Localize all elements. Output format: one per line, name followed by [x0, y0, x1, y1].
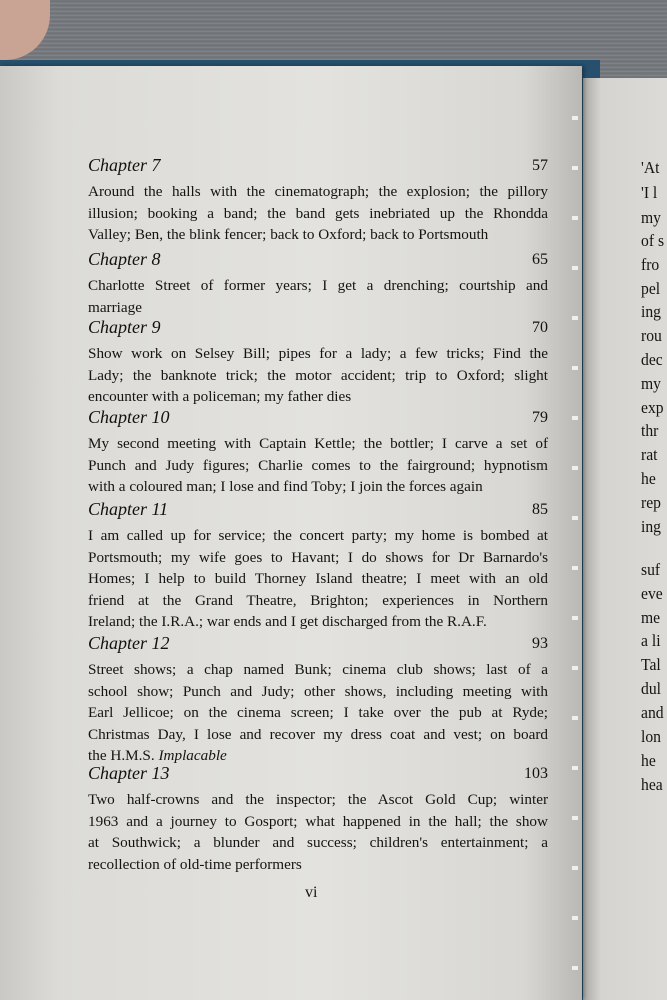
facing-page-fragment: fro	[641, 255, 660, 274]
chapter-title: Chapter 12	[88, 633, 170, 653]
chapter-page-number: 70	[532, 319, 548, 336]
chapter-summary	[88, 433, 548, 498]
summary-line: encounter with a policeman; my father dies	[88, 388, 352, 406]
table-of-contents	[88, 155, 548, 915]
binding-stitches	[572, 70, 578, 1000]
chapter-summary	[88, 181, 548, 246]
facing-page-fragment: 'At	[641, 158, 660, 177]
summary-line: Valley; Ben, the blink fencer; back to Oxford; back to Portsmouth	[88, 226, 489, 244]
summary-line: Punch and Judy figures; Charlie comes to the fairground; hypnotism	[88, 456, 548, 474]
facing-page-fragment: rou	[641, 326, 662, 345]
facing-page-fragment: 'I l	[641, 183, 658, 202]
chapter-title: Chapter 7	[88, 155, 161, 175]
chapter-page-number: 103	[524, 765, 548, 782]
chapter-summary	[88, 275, 548, 318]
facing-page-fragment: lon	[641, 727, 661, 746]
facing-page-fragment: my	[641, 374, 661, 393]
facing-page-fragment: he	[641, 751, 656, 770]
toc-entry	[88, 763, 548, 875]
chapter-page-number: 93	[532, 635, 548, 652]
facing-page-fragment: rep	[641, 493, 661, 512]
facing-page-fragment: me	[641, 608, 661, 627]
toc-entry-heading	[88, 763, 548, 789]
facing-page-fragment: pel	[641, 279, 661, 298]
chapter-summary	[88, 343, 548, 408]
chapter-page-number: 79	[532, 409, 548, 426]
chapter-title: Chapter 9	[88, 317, 161, 337]
facing-page-fragment: eve	[641, 584, 663, 603]
summary-line: Show work on Selsey Bill; pipes for a lady; a few tricks; Find the	[88, 345, 548, 362]
facing-page-fragment: thr	[641, 421, 659, 440]
ship-name: Implacable	[158, 747, 227, 765]
toc-entry-heading	[88, 633, 548, 659]
summary-line: school show; Punch and Judy; other shows, including meeting with	[88, 682, 548, 700]
summary-line: friend at the Grand Theatre, Brighton; experiences in Northern	[88, 591, 548, 609]
toc-entry-heading	[88, 499, 548, 525]
toc-entry	[88, 155, 548, 246]
chapter-title: Chapter 11	[88, 499, 169, 519]
toc-entry-heading	[88, 249, 548, 275]
summary-line: I am called up for service; the concert party; my home is bombed at	[88, 527, 548, 544]
summary-line: with a coloured man; I lose and find Toby; I join the forces again	[88, 478, 483, 496]
summary-line: Earl Jellicoe; on the cinema screen; I take over the pub at Ryde;	[88, 704, 548, 722]
summary-line: Charlotte Street of former years; I get a drenching; courtship and	[88, 277, 548, 294]
summary-line: Lady; the banknote trick; the motor accident; trip to Oxford; slight	[88, 366, 548, 384]
facing-page-fragment: of s	[641, 231, 665, 250]
summary-line: Homes; I help to build Thorney Island theatre; I meet with an old	[88, 570, 548, 588]
toc-entry-heading	[88, 407, 548, 433]
facing-page-fragment: dec	[641, 350, 663, 369]
toc-entry	[88, 633, 548, 767]
facing-page-fragment: suf	[641, 560, 661, 579]
summary-line: illusion; booking a band; the band gets inebriated up the Rhondda	[88, 204, 548, 222]
summary-line: My second meeting with Captain Kettle; the bottler; I carve a set of	[88, 435, 548, 452]
summary-line: marriage	[88, 298, 142, 316]
summary-line: Portsmouth; my wife goes to Havant; I do shows for Dr Barnardo's	[88, 548, 548, 566]
summary-line: Ireland; the I.R.A.; war ends and I get discharged from the R.A.F.	[88, 613, 487, 631]
chapter-title: Chapter 10	[88, 407, 170, 427]
toc-entry	[88, 317, 548, 408]
chapter-title: Chapter 13	[88, 763, 170, 783]
chapter-summary	[88, 789, 548, 875]
toc-entry-heading	[88, 317, 548, 343]
summary-line: the H.M.S. Implacable	[88, 747, 227, 765]
summary-line: 1963 and a journey to Gosport; what happened in the hall; the show	[88, 812, 548, 830]
facing-page-fragment: he	[641, 469, 656, 488]
summary-line: at Southwick; a blunder and success; children's entertainment; a	[88, 834, 548, 852]
chapter-summary	[88, 659, 548, 767]
summary-line: Street shows; a chap named Bunk; cinema club shows; last of a	[88, 661, 548, 678]
summary-line: Around the halls with the cinematograph; the explosion; the pillory	[88, 183, 548, 200]
facing-page-fragment: my	[641, 208, 661, 227]
toc-entry	[88, 249, 548, 318]
toc-entry-heading	[88, 155, 548, 181]
facing-page-fragment: hea	[641, 775, 663, 794]
chapter-page-number: 85	[532, 501, 548, 518]
facing-page-fragment: dul	[641, 679, 661, 698]
chapter-page-number: 65	[532, 251, 548, 268]
chapter-title: Chapter 8	[88, 249, 161, 269]
facing-page-fragment: ing	[641, 302, 661, 321]
facing-page-fragment: a li	[641, 631, 661, 650]
facing-page-fragment: rat	[641, 445, 658, 464]
facing-page-fragment: Tal	[641, 655, 661, 674]
facing-page-fragment: and	[641, 703, 664, 722]
page-number: vi	[305, 884, 318, 901]
facing-page	[583, 78, 667, 1000]
summary-line: recollection of old-time performers	[88, 855, 302, 873]
chapter-page-number: 57	[532, 157, 548, 174]
summary-line: Christmas Day, I lose and recover my dress coat and vest; on board	[88, 725, 548, 743]
toc-entry	[88, 499, 548, 633]
toc-entry	[88, 407, 548, 498]
summary-line: Two half-crowns and the inspector; the Ascot Gold Cup; winter	[88, 791, 548, 808]
chapter-summary	[88, 525, 548, 633]
facing-page-fragment: ing	[641, 517, 661, 536]
facing-page-fragment: exp	[641, 398, 664, 417]
